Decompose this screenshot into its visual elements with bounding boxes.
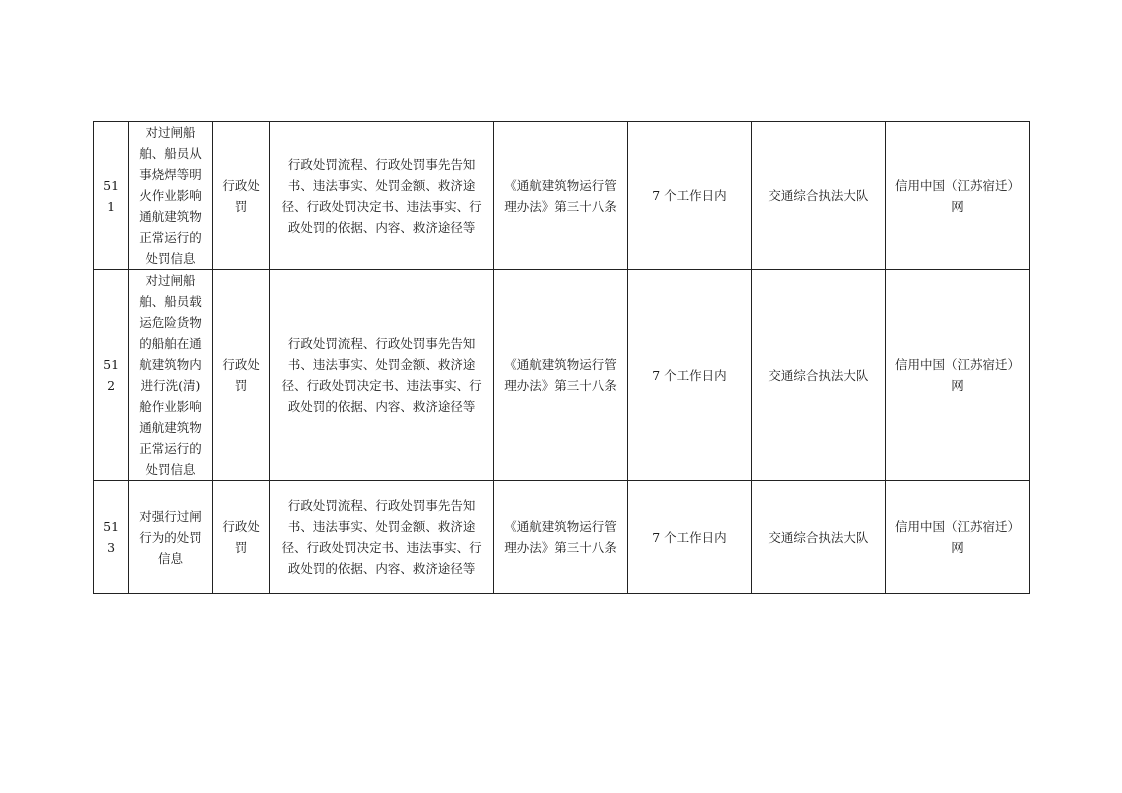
legal-basis: 《通航建筑物运行管理办法》第三十八条	[493, 481, 627, 594]
table-row	[94, 270, 1030, 481]
time-limit: 7 个工作日内	[627, 270, 751, 481]
table-row	[94, 481, 1030, 594]
responsible-body: 交通综合执法大队	[751, 122, 885, 270]
item-name: 对过闸船舶、船员从事烧焊等明火作业影响通航建筑物正常运行的处罚信息	[129, 122, 213, 270]
disclosure-table	[93, 121, 1030, 594]
item-type: 行政处罚	[212, 481, 269, 594]
item-type: 行政处罚	[212, 122, 269, 270]
responsible-body: 交通综合执法大队	[751, 270, 885, 481]
disclosure-channel: 信用中国（江苏宿迁）网	[885, 481, 1029, 594]
time-limit: 7 个工作日内	[627, 122, 751, 270]
legal-basis: 《通航建筑物运行管理办法》第三十八条	[493, 270, 627, 481]
item-number: 511	[94, 122, 129, 270]
responsible-body: 交通综合执法大队	[751, 481, 885, 594]
disclosure-content: 行政处罚流程、行政处罚事先告知书、违法事实、处罚金额、救济途径、行政处罚决定书、违法事实、行政处罚的依据、内容、救济途径等	[270, 481, 494, 594]
item-name: 对过闸船舶、船员载运危险货物的船舶在通航建筑物内进行洗(清)舱作业影响通航建筑物正常运行的处罚信息	[129, 270, 213, 481]
item-number: 513	[94, 481, 129, 594]
item-name: 对强行过闸行为的处罚信息	[129, 481, 213, 594]
item-type: 行政处罚	[212, 270, 269, 481]
disclosure-content: 行政处罚流程、行政处罚事先告知书、违法事实、处罚金额、救济途径、行政处罚决定书、违法事实、行政处罚的依据、内容、救济途径等	[270, 270, 494, 481]
item-number: 512	[94, 270, 129, 481]
legal-basis: 《通航建筑物运行管理办法》第三十八条	[493, 122, 627, 270]
disclosure-channel: 信用中国（江苏宿迁）网	[885, 122, 1029, 270]
table-row	[94, 122, 1030, 270]
time-limit: 7 个工作日内	[627, 481, 751, 594]
disclosure-channel: 信用中国（江苏宿迁）网	[885, 270, 1029, 481]
disclosure-content: 行政处罚流程、行政处罚事先告知书、违法事实、处罚金额、救济途径、行政处罚决定书、违法事实、行政处罚的依据、内容、救济途径等	[270, 122, 494, 270]
